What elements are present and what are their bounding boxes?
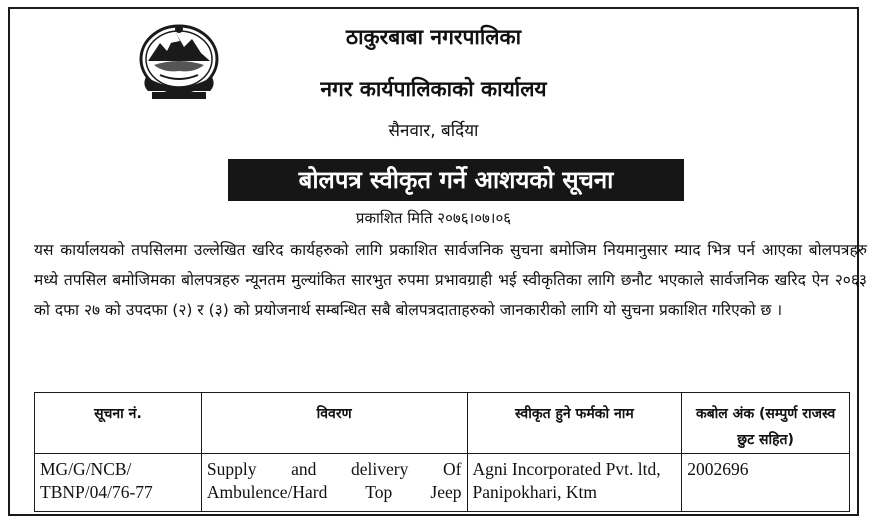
header-description: विवरण <box>201 393 467 454</box>
cell-description: Supply and delivery Of Ambulence/Hard Top Jeep <box>201 454 467 512</box>
header-firm-name: स्वीकृत हुने फर्मको नाम <box>467 393 682 454</box>
table-row <box>35 454 850 512</box>
published-date: प्रकाशित मिति २०७६।०७।०६ <box>355 209 512 227</box>
office-name: नगर कार्यपालिकाको कार्यालय <box>320 77 547 101</box>
award-table <box>34 392 850 512</box>
header-notice-no: सूचना नं. <box>35 393 202 454</box>
cell-firm-name: Agni Incorporated Pvt. ltd, Panipokhari, Ktm <box>467 454 682 512</box>
notice-title: बोलपत्र स्वीकृत गर्ने आशयको सूचना <box>228 159 684 201</box>
header-bid-amount: कबोल अंक (सम्पुर्ण राजस्व छुट सहित) <box>682 393 850 454</box>
municipality-name: ठाकुरबाबा नगरपालिका <box>345 25 522 49</box>
cell-bid-amount: 2002696 <box>682 454 850 512</box>
notice-body-text: यस कार्यालयको तपसिलमा उल्लेखित खरिद कार्यहरुको लागि प्रकाशित सार्वजनिक सुचना बमोजिम नियमानुसार म्याद भित्र पर्न आएका बोलपत्रहरु मध्ये तपसिल बमोजिमका बोलपत्रहरु न्यूनतम मुल्यांकित सारभुत रुपमा प्रभावग्राही भई स्वीकृतिका लागि छनौट भएकाले सार्वजनिक खरिद ऐन २०६३ को दफा २७ को उपदफा (२) र (३) को प्रयोजनार्थ सम्बन्धित सबै बोलपत्रदाताहरुको जानकारीको लागि यो सुचना प्रकाशित गरिएको छ । <box>34 241 867 319</box>
notice-body <box>34 235 867 325</box>
cell-notice-no: MG/G/NCB/ TBNP/04/76-77 <box>35 454 202 512</box>
office-location: सैनवार, बर्दिया <box>388 121 479 141</box>
table-header-row <box>35 393 850 454</box>
notice-frame <box>8 7 867 516</box>
